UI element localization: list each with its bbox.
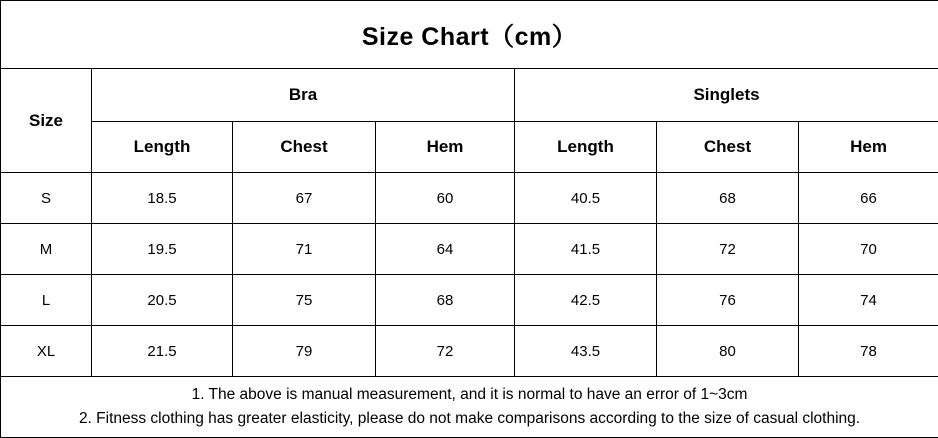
value-cell: 21.5: [92, 326, 233, 377]
col-header-bra-chest: Chest: [233, 122, 376, 173]
value-cell: 70: [799, 224, 938, 275]
value-cell: 68: [376, 275, 515, 326]
value-cell: 64: [376, 224, 515, 275]
size-label: S: [1, 173, 92, 224]
notes-row: [1, 377, 938, 438]
value-cell: 67: [233, 173, 376, 224]
note-line-2: 2. Fitness clothing has greater elasticity, please do not make comparisons according to the size of casual clothing.: [1, 407, 938, 431]
col-header-singlets-length: Length: [515, 122, 657, 173]
table-row-s: [1, 173, 938, 224]
value-cell: 20.5: [92, 275, 233, 326]
chart-title: Size Chart（cm）: [1, 1, 938, 69]
value-cell: 76: [657, 275, 799, 326]
size-label: M: [1, 224, 92, 275]
value-cell: 41.5: [515, 224, 657, 275]
value-cell: 75: [233, 275, 376, 326]
col-header-bra-length: Length: [92, 122, 233, 173]
value-cell: 72: [376, 326, 515, 377]
value-cell: 42.5: [515, 275, 657, 326]
group-header-bra: Bra: [92, 69, 515, 122]
notes-cell: [1, 377, 938, 438]
col-header-singlets-hem: Hem: [799, 122, 938, 173]
table-row-xl: [1, 326, 938, 377]
value-cell: 43.5: [515, 326, 657, 377]
value-cell: 79: [233, 326, 376, 377]
title-row: [1, 1, 938, 69]
note-line-1: 1. The above is manual measurement, and it is normal to have an error of 1~3cm: [1, 383, 938, 407]
value-cell: 60: [376, 173, 515, 224]
col-header-singlets-chest: Chest: [657, 122, 799, 173]
size-label: XL: [1, 326, 92, 377]
value-cell: 40.5: [515, 173, 657, 224]
group-header-singlets: Singlets: [515, 69, 938, 122]
value-cell: 19.5: [92, 224, 233, 275]
col-header-bra-hem: Hem: [376, 122, 515, 173]
value-cell: 74: [799, 275, 938, 326]
value-cell: 66: [799, 173, 938, 224]
size-label: L: [1, 275, 92, 326]
value-cell: 18.5: [92, 173, 233, 224]
table-row-m: [1, 224, 938, 275]
value-cell: 80: [657, 326, 799, 377]
col-header-size: Size: [1, 69, 92, 173]
value-cell: 78: [799, 326, 938, 377]
value-cell: 71: [233, 224, 376, 275]
group-header-row: [1, 69, 938, 122]
column-header-row: [1, 122, 938, 173]
value-cell: 72: [657, 224, 799, 275]
value-cell: 68: [657, 173, 799, 224]
table-row-l: [1, 275, 938, 326]
